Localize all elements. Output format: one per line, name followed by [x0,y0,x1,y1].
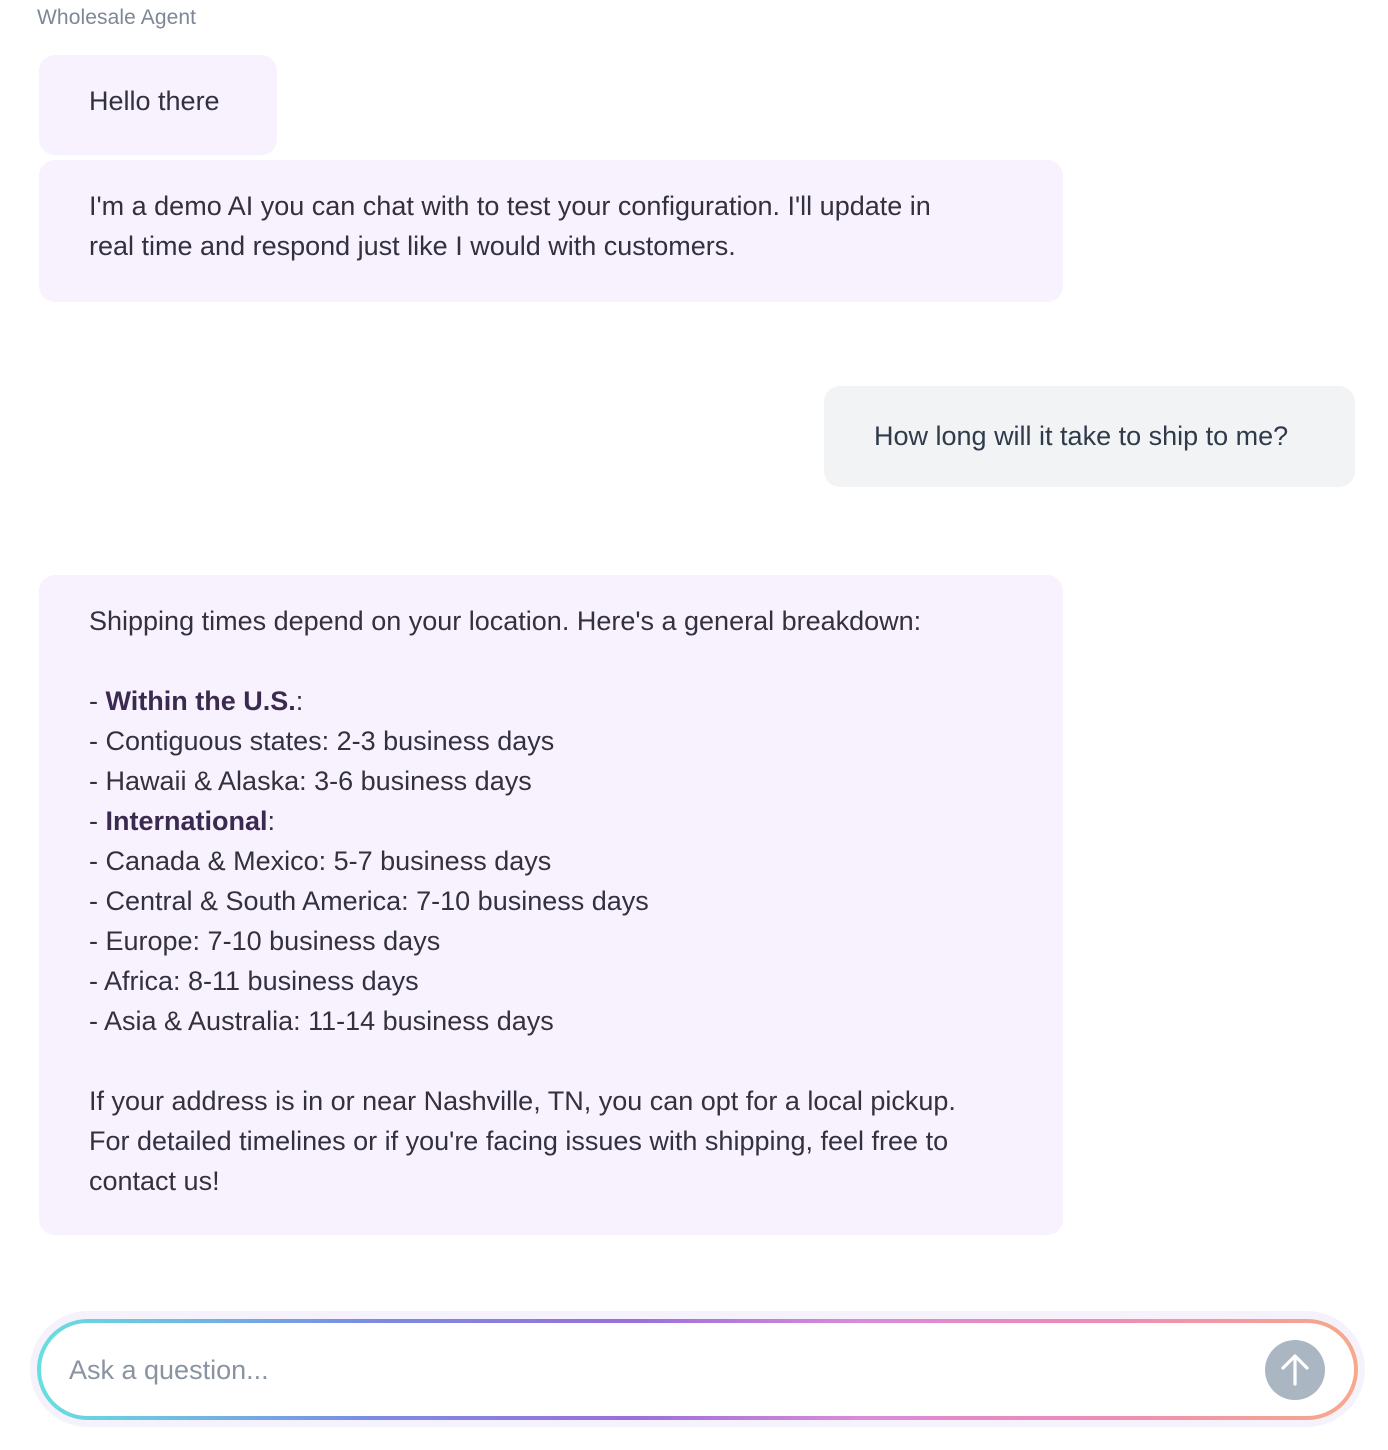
list-dash: - [89,806,106,836]
list-item: - Contiguous states: 2-3 business days [89,726,555,756]
user-message-bubble [824,386,1355,487]
list-item: - Europe: 7-10 business days [89,926,441,956]
list-item: - Africa: 8-11 business days [89,966,419,996]
message-outro: For detailed timelines or if you're facing issues with shipping, feel free to [89,1126,949,1156]
ai-message-bubble [39,160,1063,302]
bold-heading: International [105,806,268,836]
bold-heading: Within the U.S. [105,686,296,716]
list-item: - Asia & Australia: 11-14 business days [89,1006,554,1036]
blank-line [89,641,1013,681]
composer [41,1323,1354,1416]
list-item: - Hawaii & Alaska: 3-6 business days [89,766,532,796]
message-intro: Shipping times depend on your location. Here's a general breakdown: [89,606,922,636]
list-item: - Central & South America: 7-10 business days [89,886,649,916]
list-dash: - [89,686,106,716]
arrow-up-icon [1280,1353,1310,1387]
section-heading-international [89,801,1013,841]
message-text: real time and respond just like I would with customers. [89,231,736,261]
message-text: Hello there [89,86,220,116]
blank-line [89,1041,1013,1081]
question-input[interactable] [69,1345,1249,1395]
heading-colon: : [267,806,276,836]
ai-message-bubble [39,55,277,155]
message-outro: If your address is in or near Nashville, TN, you can opt for a local pickup. [89,1086,956,1116]
section-heading-us [89,681,1013,721]
message-text: I'm a demo AI you can chat with to test your configuration. I'll update in [89,191,931,221]
message-text: How long will it take to ship to me? [874,421,1289,451]
list-item: - Canada & Mexico: 5-7 business days [89,846,552,876]
ai-message-bubble [39,575,1063,1235]
agent-name-label: Wholesale Agent [37,6,197,29]
heading-colon: : [295,686,304,716]
message-outro: contact us! [89,1166,220,1196]
send-button[interactable] [1265,1340,1325,1400]
